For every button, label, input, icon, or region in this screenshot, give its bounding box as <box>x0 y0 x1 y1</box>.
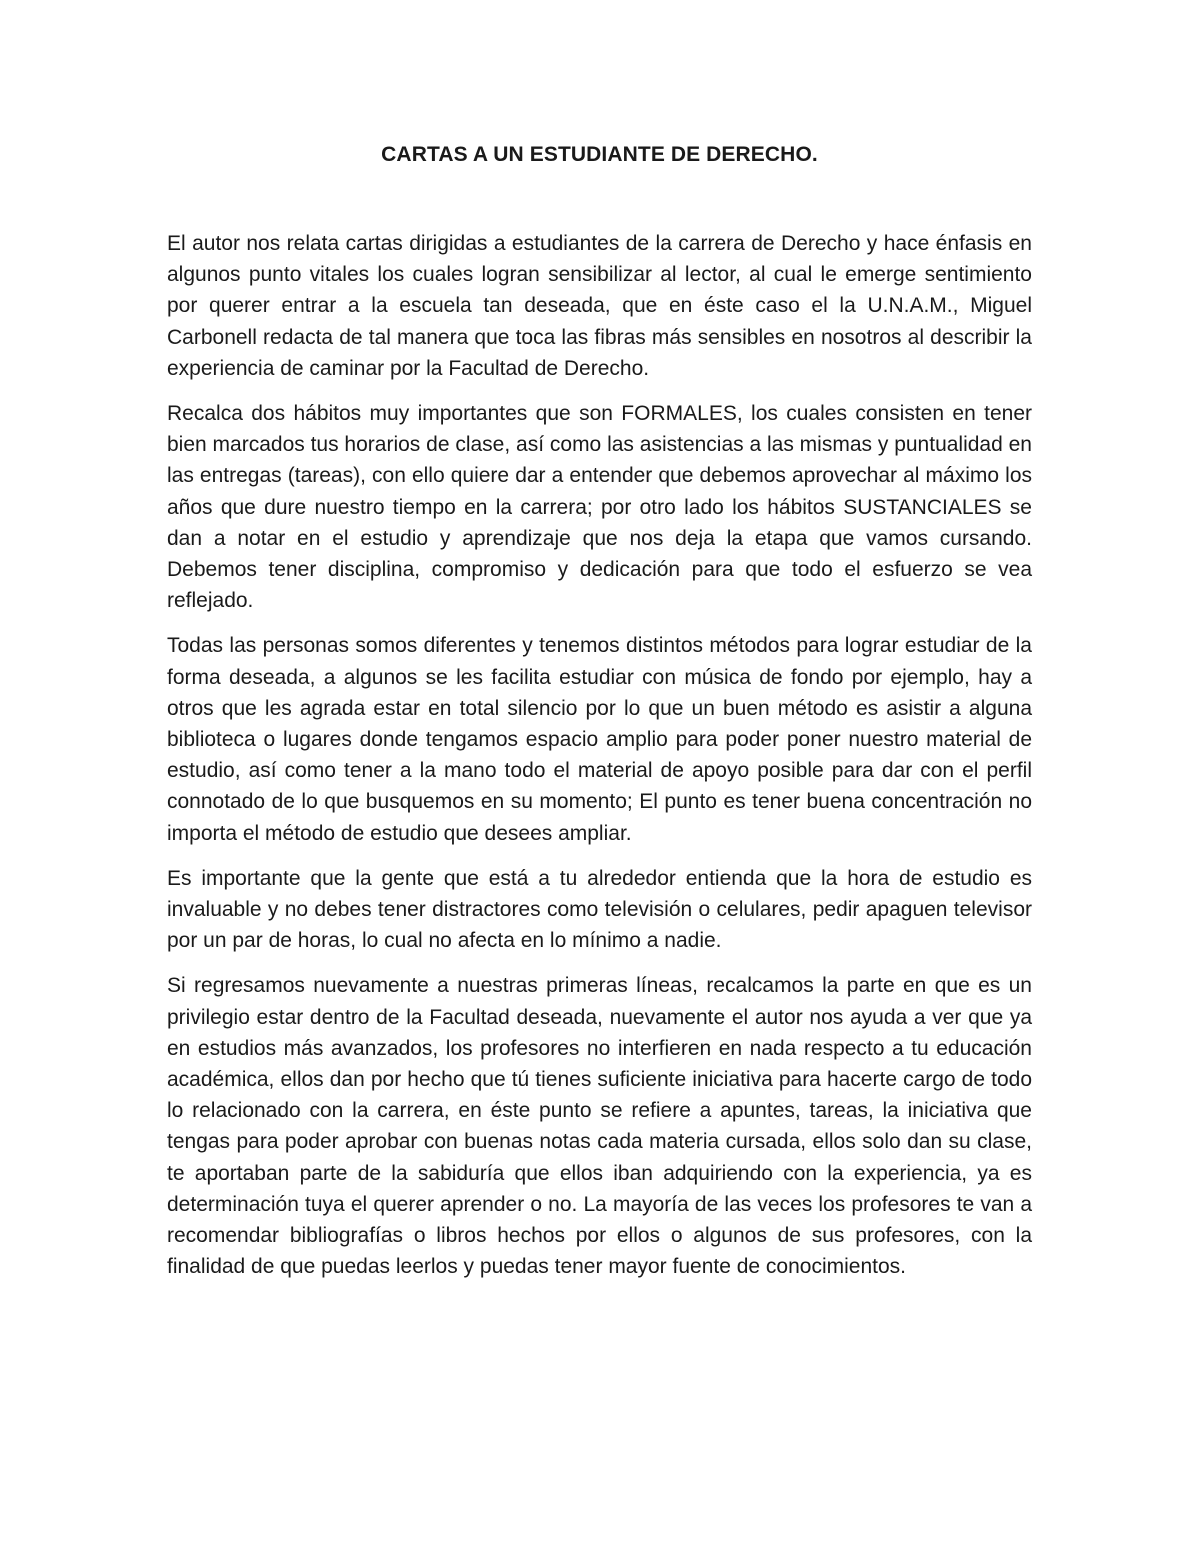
paragraph-3: Todas las personas somos diferentes y tenemos distintos métodos para lograr estudiar de la forma deseada, a algunos se les facilita estudiar con música de fondo por ejemplo, hay a otros que les agrada estar en total silencio por lo que un buen método es asistir a alguna biblioteca o lugares donde tengamos espacio amplio para poder poner nuestro material de estudio, así como tener a la mano todo el material de apoyo posible para dar con el perfil connotado de lo que busquemos en su momento; El punto es tener buena concentración no importa el método de estudio que desees ampliar. <box>167 634 1032 845</box>
paragraph-2: Recalca dos hábitos muy importantes que son FORMALES, los cuales consisten en tener bien marcados tus horarios de clase, así como las asistencias a las mismas y puntualidad en las entregas (tareas), con ello quiere dar a entender que debemos aprovechar al máximo los años que dure nuestro tiempo en la carrera; por otro lado los hábitos SUSTANCIALES se dan a notar en el estudio y aprendizaje que nos deja la etapa que vamos cursando. Debemos tener disciplina, compromiso y dedicación para que todo el esfuerzo se vea reflejado. <box>167 402 1032 613</box>
paragraph-4: Es importante que la gente que está a tu alrededor entienda que la hora de estudio es invaluable y no debes tener distractores como televisión o celulares, pedir apaguen televisor por un par de horas, lo cual no afecta en lo mínimo a nadie. <box>167 866 1032 953</box>
document-title: CARTAS A UN ESTUDIANTE DE DERECHO. <box>381 143 818 166</box>
paragraph-5: Si regresamos nuevamente a nuestras primeras líneas, recalcamos la parte en que es un privilegio estar dentro de la Facultad deseada, nuevamente el autor nos ayuda a ver que ya en estudios más avanzados, los profesores no interfieren en nada respecto a tu educación académica, ellos dan por hecho que tú tienes suficiente iniciativa para hacerte cargo de todo lo relacionado con la carrera, en éste punto se refiere a apuntes, tareas, la iniciativa que tengas para poder aprobar con buenas notas cada materia cursada, ellos solo dan su clase, te aportaban parte de la sabiduría que ellos iban adquiriendo con la experiencia, ya es determinación tuya el querer aprender o no. La mayoría de las veces los profesores te van a recomendar bibliografías o libros hechos por ellos o algunos de sus profesores, con la finalidad de que puedas leerlos y puedas tener mayor fuente de conocimientos. <box>167 974 1032 1279</box>
paragraph-1: El autor nos relata cartas dirigidas a estudiantes de la carrera de Derecho y hace énfasis en algunos punto vitales los cuales logran sensibilizar al lector, al cual le emerge sentimiento por querer entrar a la escuela tan deseada, que en éste caso el la U.N.A.M., Miguel Carbonell redacta de tal manera que toca las fibras más sensibles en nosotros al describir la experiencia de caminar por la Facultad de Derecho. <box>167 232 1032 380</box>
document-body <box>167 141 1032 1297</box>
